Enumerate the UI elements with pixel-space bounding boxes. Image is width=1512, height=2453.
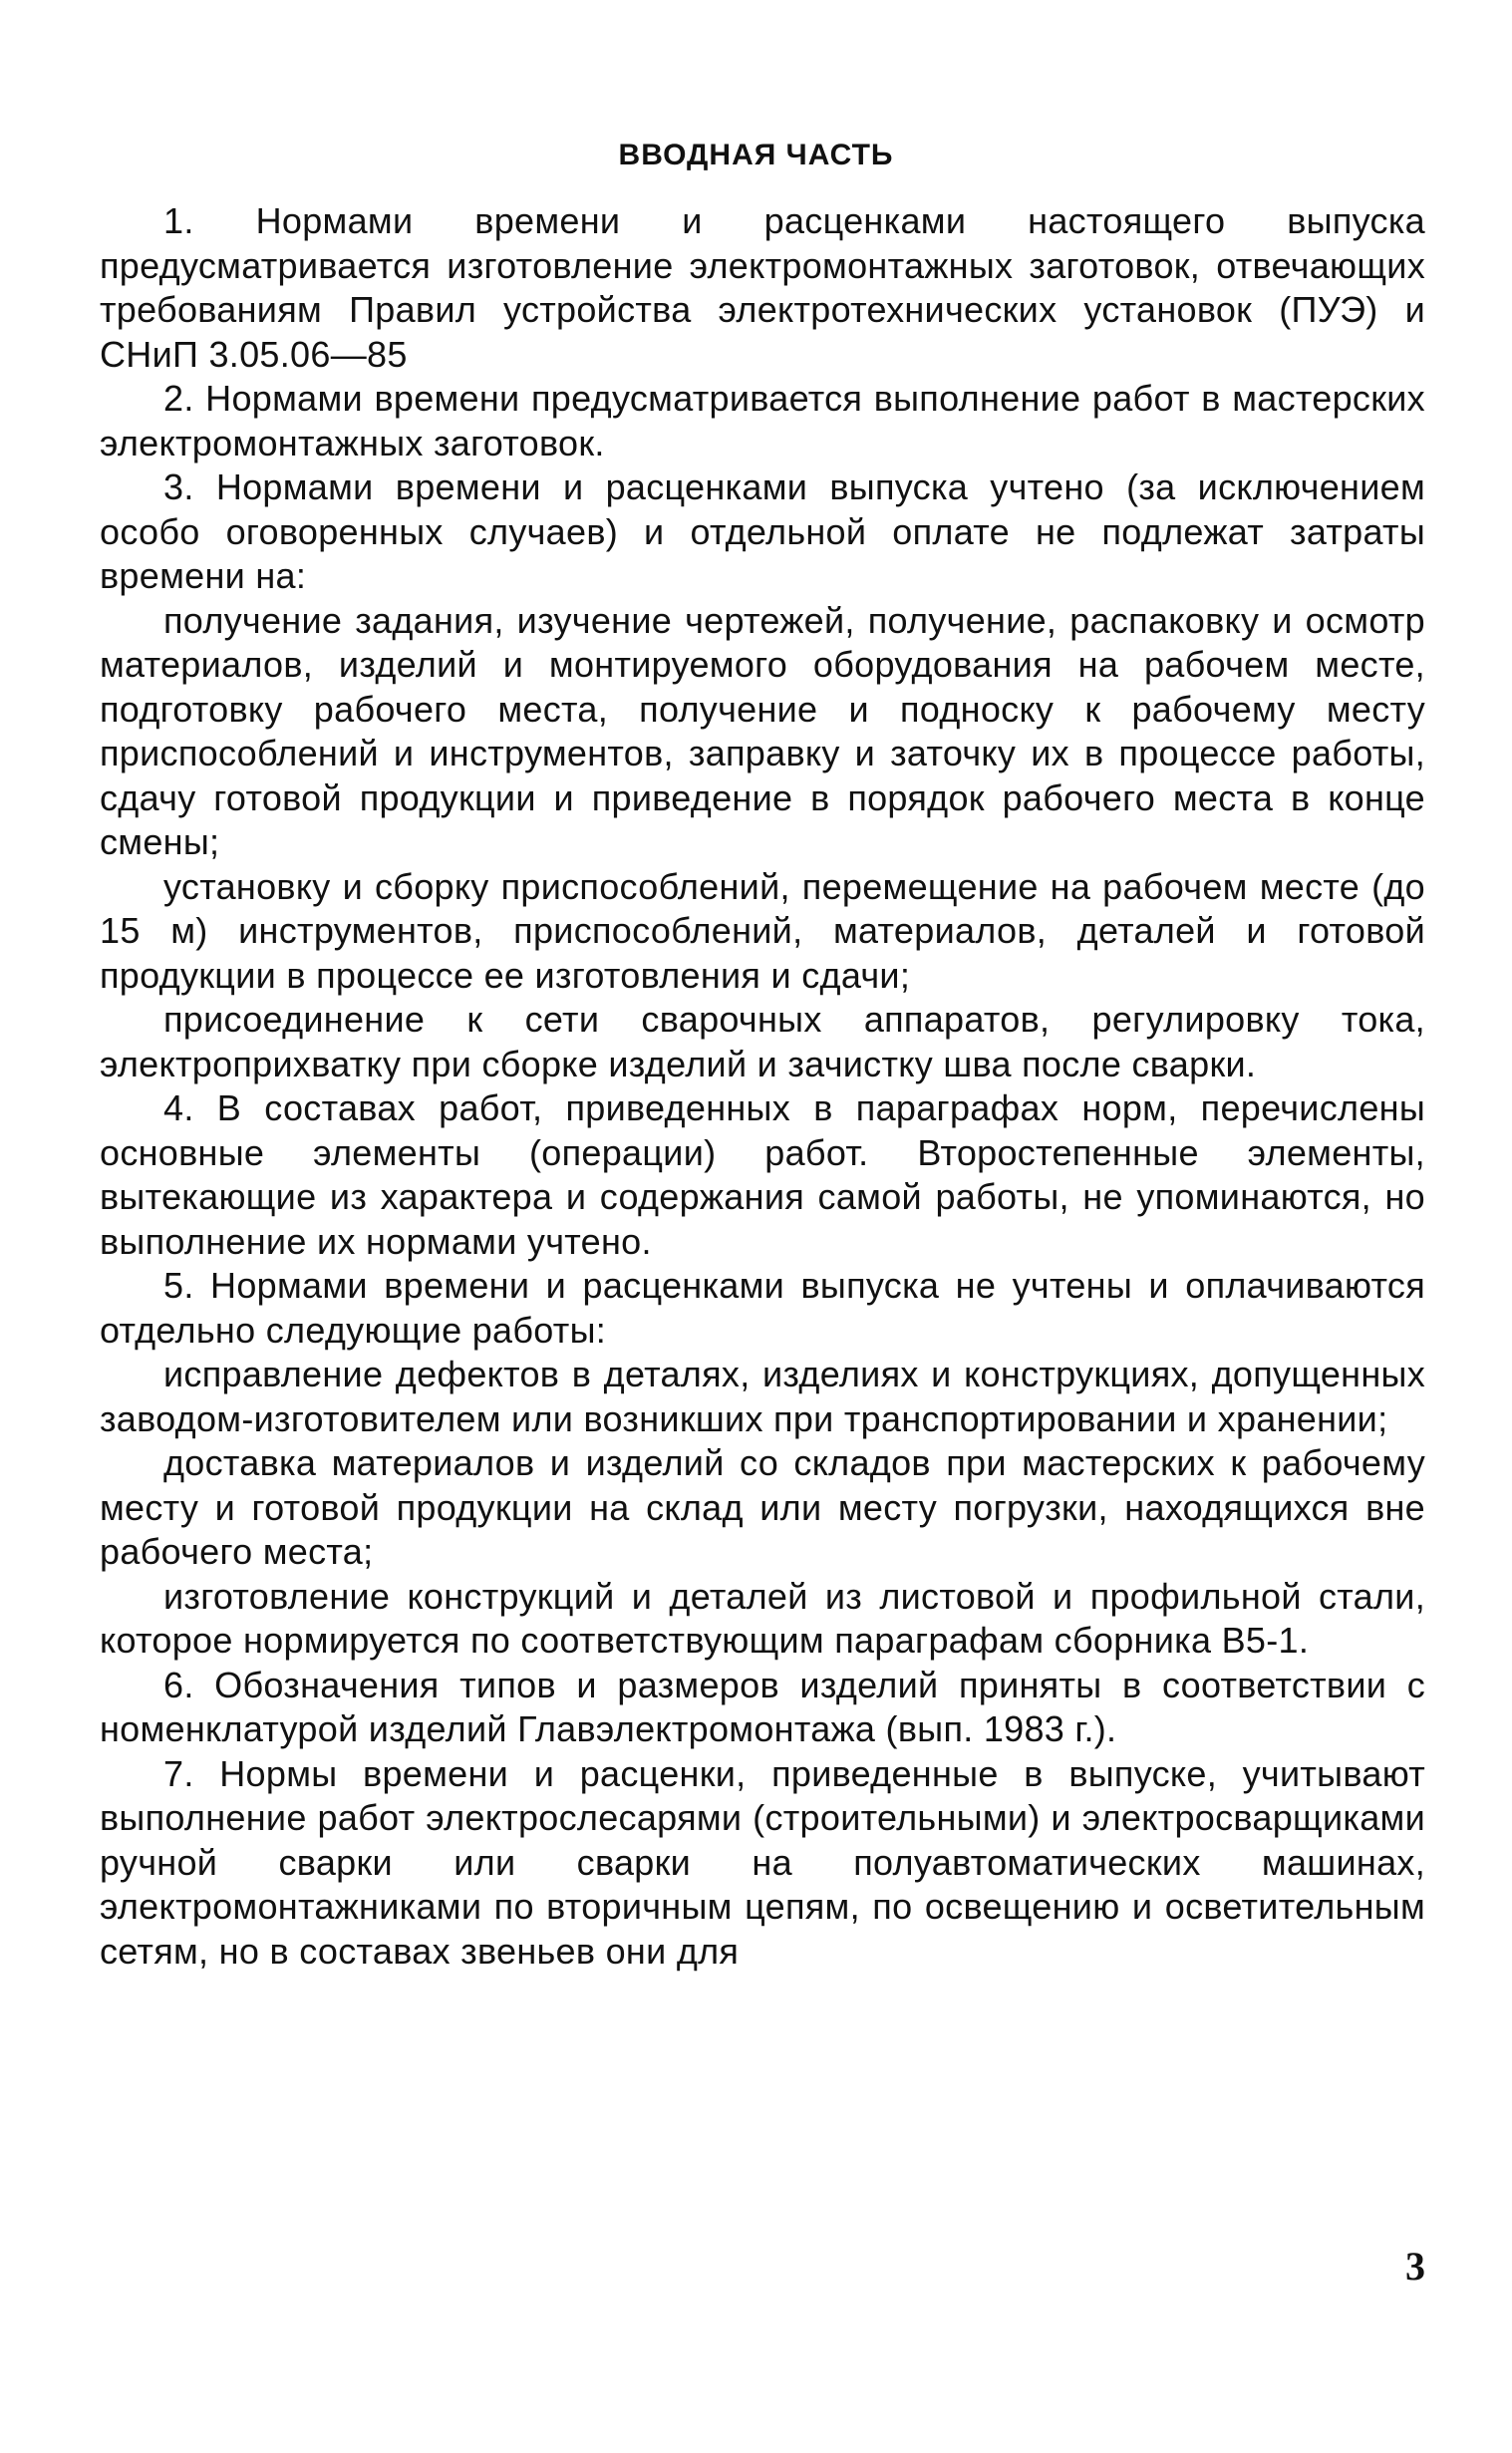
paragraph-7: 7. Нормы времени и расценки, приведенные в выпуске, учитывают выполнение работ электрослесарями (строительными) и электросварщиками ручной сварки или сварки на полуавтоматических машинах, электромонтажниками по вторичным цепям, по освещению и осветительным сетям, но в составах звеньев они для (100, 1752, 1425, 1972)
paragraph-1: 1. Нормами времени и расценками настоящего выпуска предусматривается изготовление электромонтажных заготовок, отвечающих требованиям Правил устройства электротехнических установок (ПУЭ) и СНиП 3.05.06—85 (100, 200, 1425, 375)
paragraph-3-item-2: установку и сборку приспособлений, перемещение на рабочем месте (до 15 м) инструментов, приспособлений, материалов, деталей и готовой продукции в процессе ее изготовления и сдачи; (100, 865, 1425, 996)
paragraph-5: 5. Нормами времени и расценками выпуска не учтены и оплачиваются отдельно следующие работы: (100, 1265, 1425, 1351)
paragraph-3-item-1: получение задания, изучение чертежей, получение, распаковку и осмотр материалов, изделий и монтируемого оборудования на рабочем месте, подготовку рабочего места, получение и подноску к рабочему месту приспособлений и инструментов, заправку и заточку их в процессе работы, сдачу готовой продукции и приведение в порядок рабочего места в конце смены; (100, 599, 1425, 862)
paragraph-5-item-3: изготовление конструкций и деталей из листовой и профильной стали, которое нормируется по соответствующим параграфам сборника В5-1. (100, 1575, 1425, 1661)
section-heading: ВВОДНАЯ ЧАСТЬ (618, 139, 894, 171)
body-text (100, 199, 1425, 1974)
paragraph-5-item-1: исправление дефектов в деталях, изделиях и конструкциях, допущенных заводом-изготовителем или возникших при транспортировании и хранении; (100, 1354, 1425, 1439)
paragraph-3-item-3: присоединение к сети сварочных аппаратов, регулировку тока, электроприхватку при сборке изделий и зачистку шва после сварки. (100, 999, 1425, 1084)
paragraph-6: 6. Обозначения типов и размеров изделий приняты в соответствии с номенклатурой изделий Главэлектромонтажа (вып. 1983 г.). (100, 1664, 1425, 1749)
paragraph-4: 4. В составах работ, приведенных в параграфах норм, перечислены основные элементы (операции) работ. Второстепенные элементы, вытекающие из характера и содержания самой работы, не упоминаются, но выполнение их нормами учтено. (100, 1087, 1425, 1262)
page-number: 3 (1405, 2244, 1425, 2289)
paragraph-3: 3. Нормами времени и расценками выпуска учтено (за исключением особо оговоренных случаев) и отдельной оплате не подлежат затраты времени на: (100, 466, 1425, 596)
paragraph-2: 2. Нормами времени предусматривается выполнение работ в мастерских электромонтажных заготовок. (100, 378, 1425, 463)
paragraph-5-item-2: доставка материалов и изделий со складов при мастерских к рабочему месту и готовой продукции на склад или месту погрузки, находящихся вне рабочего места; (100, 1442, 1425, 1572)
